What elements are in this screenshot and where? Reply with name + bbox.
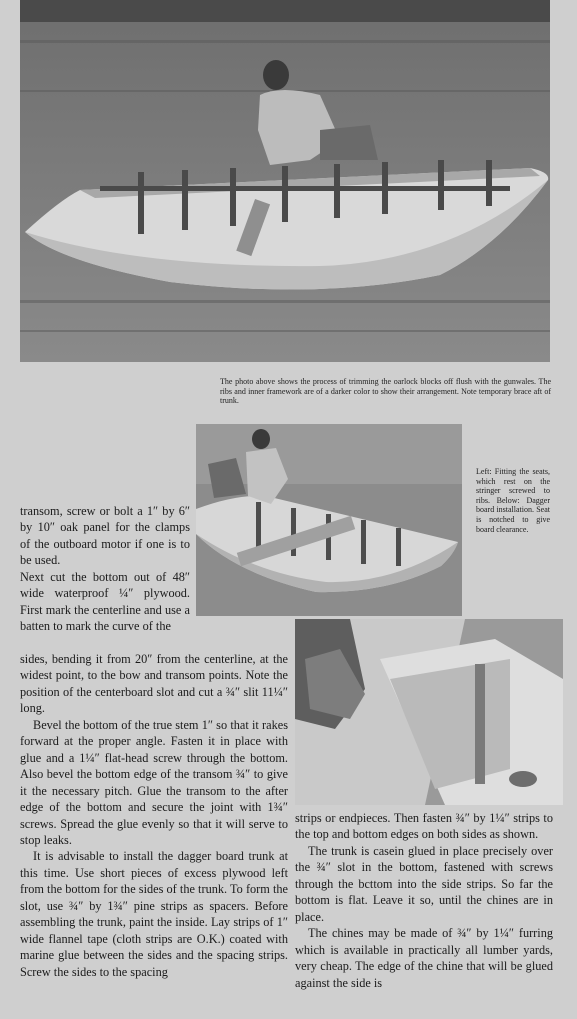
body-column-left bbox=[20, 651, 288, 980]
paragraph-bottom-cut: Next cut the bottom out of 48″ wide waterproof ¼″ plywood. First mark the centerline and use a batten to mark the curve of the bbox=[20, 569, 190, 634]
caption-top-photo: The photo above shows the process of trimming the oarlock blocks off flush with the gunwales. The ribs and inner framework are of a darker color to show their arrangement. Note temporary brace aft of trunk. bbox=[220, 377, 551, 406]
paragraph-bevel-stem: Bevel the bottom of the true stem 1″ so that it rakes forward at the proper angle. Fasten it in place with glue and a 1¼″ flat-head screw through the bottom. Also bevel the bottom edge of the transom ¾″ to give it the necessary pitch. Glue the transom to the after edge of the bottom and secure the joint with 1¾″ screws. Spread the glue evenly so that it will serve to stop leaks. bbox=[20, 717, 288, 847]
paragraph-transom-panel: transom, screw or bolt a 1″ by 6″ by 10″ oak panel for the clamps of the outboard motor if one is to be used. bbox=[20, 504, 190, 568]
paragraph-strips: strips or endpieces. Then fasten ¾″ by 1¼″ strips to the top and bottom edges on both sides as shown. bbox=[295, 811, 553, 842]
photo-boat-trimming bbox=[20, 0, 550, 362]
paragraph-bottom-cut-cont: sides, bending it from 20″ from the centerline, at the widest point, to the bow and transom points. Note the position of the centerboard slot and cut a ¾″ slit 11¼″ long. bbox=[20, 652, 288, 716]
caption-side-photo: Left: Fitting the seats, which rest on the stringer screwed to ribs. Below: Dagger board installation. Seat is notched to give board clearance. bbox=[476, 467, 550, 534]
body-column-left-narrow bbox=[20, 503, 190, 635]
photo-fitting-seats bbox=[196, 424, 462, 616]
photo-dagger-board bbox=[295, 619, 563, 805]
body-column-right bbox=[295, 810, 553, 991]
paragraph-dagger-trunk: It is advisable to install the dagger board trunk at this time. Use short pieces of excess plywood left from the bottom for the sides of the trunk. To form the slot, use ¾″ by 1¾″ pine strips as spacers. Before assembling the trunk, paint the inside. Lay strips of 1″ wide flannel tape (cloth strips are O.K.) coated with marine glue between the sides and the spacing strips. Screw the sides to the spacing bbox=[20, 849, 288, 979]
paragraph-chines: The chines may be made of ¾″ by 1¼″ furring which is available in practically all lumber yards, very cheap. The edge of the chine that will be glued against the side is bbox=[295, 926, 553, 990]
paragraph-trunk-glued: The trunk is casein glued in place precisely over the ¾″ slot in the bottom, fastened with screws through the bcttom into the side strips. So far the bottom is flat. Leave it so, until the chines are in place. bbox=[295, 843, 553, 924]
